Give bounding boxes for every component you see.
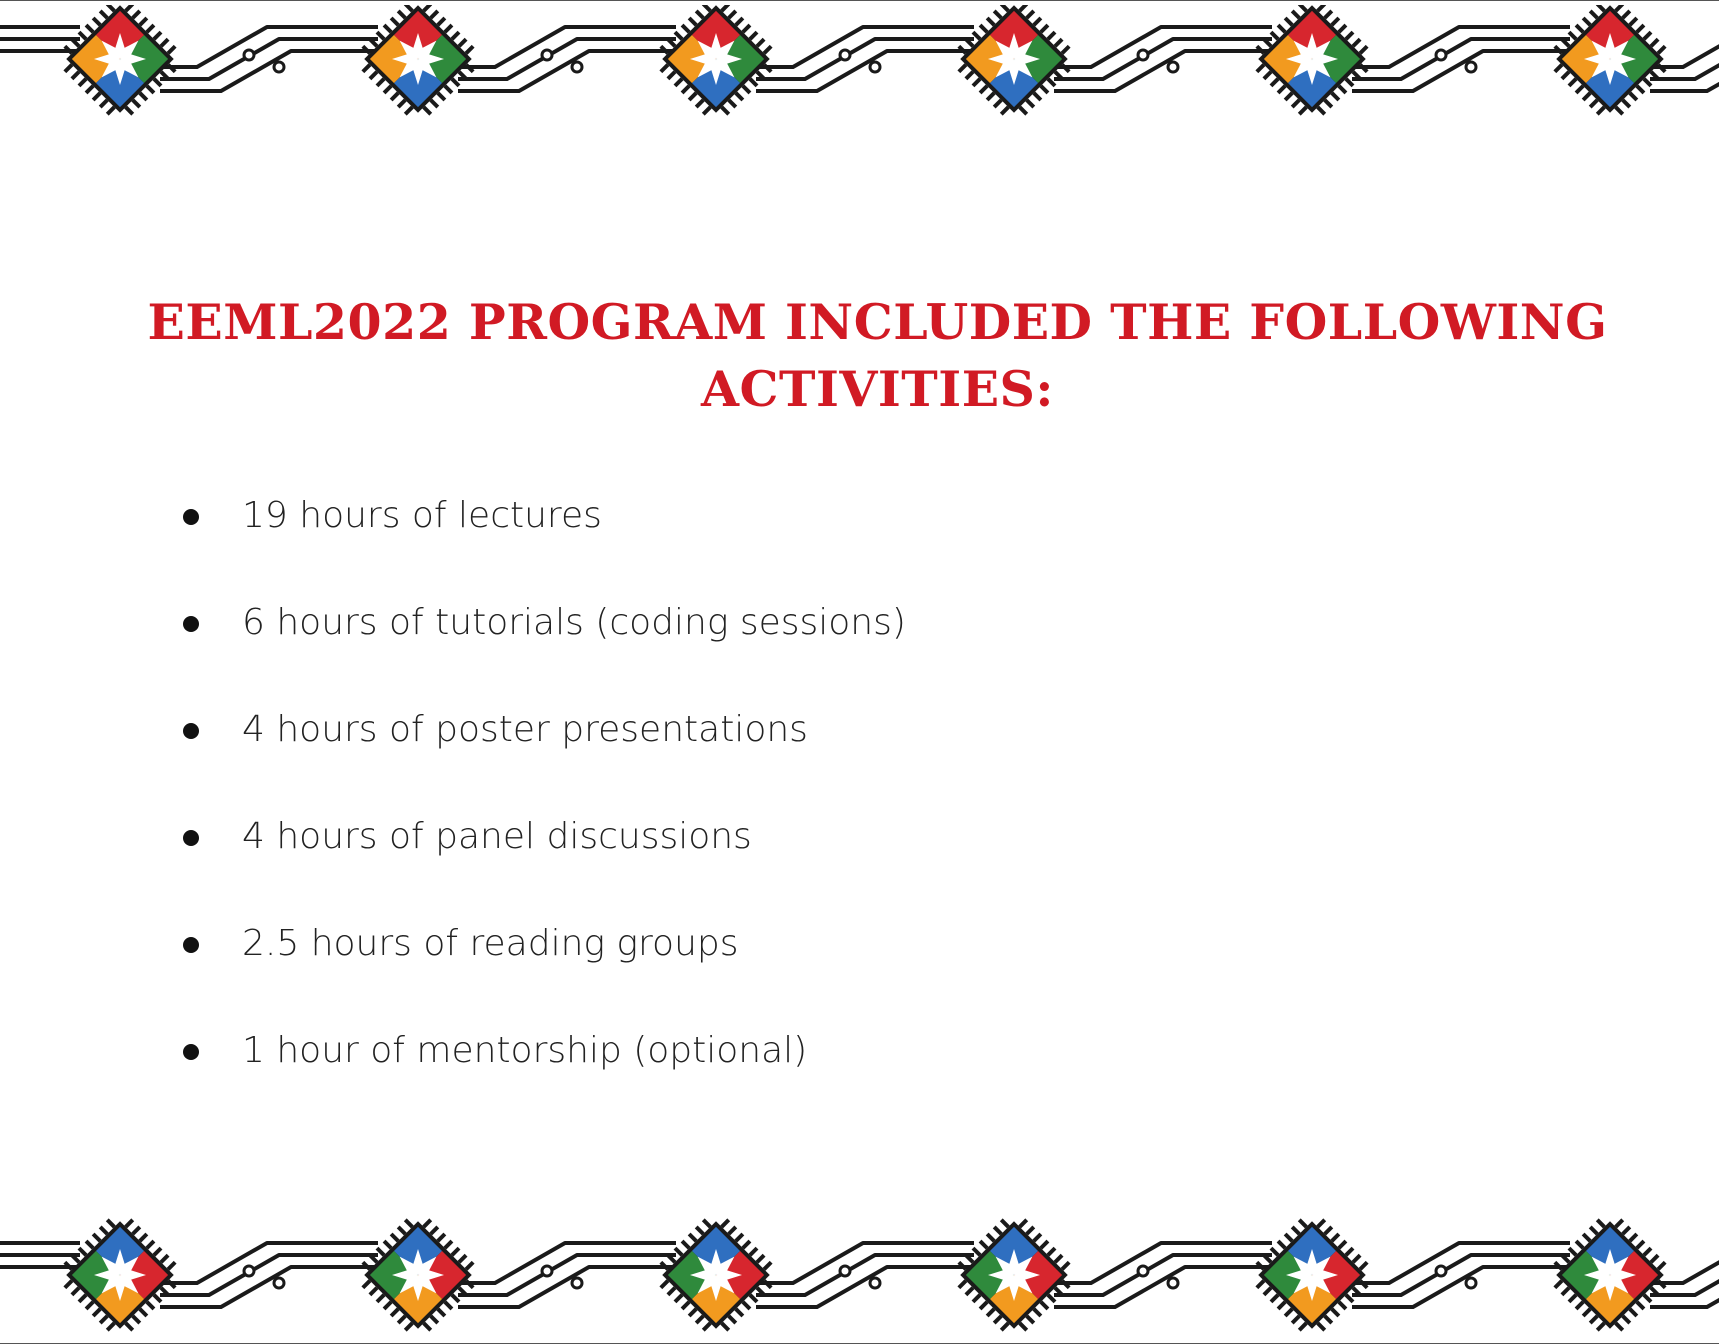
circuit-trace (1352, 1255, 1570, 1295)
circuit-chip-star-icon (350, 5, 486, 125)
circuit-pad (274, 1278, 284, 1288)
circuit-trace (458, 1255, 676, 1295)
circuit-trace (1352, 51, 1570, 91)
circuit-pad (244, 1266, 254, 1276)
circuit-pad (1168, 1278, 1178, 1288)
title-line-2: ACTIVITIES: (700, 360, 1055, 418)
circuit-pad (542, 1266, 552, 1276)
circuit-trace (458, 1267, 676, 1307)
circuit-pad (274, 62, 284, 72)
circuit-pad (572, 1278, 582, 1288)
circuit-pad (870, 62, 880, 72)
circuit-pad (1436, 1266, 1446, 1276)
list-item (176, 488, 906, 595)
circuit-chip-star-icon (350, 1217, 486, 1337)
circuit-pad (244, 50, 254, 60)
list-item (176, 595, 906, 702)
circuit-pad (870, 1278, 880, 1288)
circuit-trace (1352, 1267, 1570, 1307)
circuit-pad (840, 50, 850, 60)
list-item (176, 1023, 906, 1130)
circuit-trace (458, 51, 676, 91)
activity-text: 1 hour of mentorship (optional) (242, 1030, 808, 1071)
circuit-border-icon (0, 1217, 1719, 1337)
activity-text: 4 hours of panel discussions (242, 816, 752, 857)
activity-text: 6 hours of tutorials (coding sessions) (242, 602, 906, 643)
circuit-pad (840, 1266, 850, 1276)
circuit-chip-star-icon (648, 5, 784, 125)
circuit-trace (756, 1267, 974, 1307)
circuit-pad (1466, 1278, 1476, 1288)
circuit-border-icon (0, 5, 1719, 125)
circuit-pad (1436, 50, 1446, 60)
circuit-trace (1352, 39, 1570, 79)
activities-list (176, 488, 906, 1130)
list-item (176, 809, 906, 916)
circuit-trace (756, 1255, 974, 1295)
list-item (176, 916, 906, 1023)
circuit-pad (1138, 1266, 1148, 1276)
circuit-chip-star-icon (946, 5, 1082, 125)
circuit-trace (160, 39, 378, 79)
list-item (176, 702, 906, 809)
bullet-dot-icon (183, 830, 199, 846)
bullet-dot-icon (183, 616, 199, 632)
circuit-trace (160, 51, 378, 91)
circuit-trace (756, 39, 974, 79)
circuit-chip-star-icon (946, 1217, 1082, 1337)
bullet-dot-icon (183, 1044, 199, 1060)
circuit-trace (160, 1267, 378, 1307)
title-line-1: EEML2022 PROGRAM INCLUDED THE FOLLOWING (147, 293, 1608, 351)
circuit-chip-star-icon (1244, 5, 1380, 125)
circuit-chip-star-icon (52, 5, 188, 125)
bullet-dot-icon (183, 723, 199, 739)
circuit-chip-star-icon (1542, 1217, 1678, 1337)
activity-text: 2.5 hours of reading groups (242, 923, 739, 964)
bullet-dot-icon (183, 509, 199, 525)
bottom-decorative-border (0, 1217, 1719, 1337)
circuit-trace (756, 51, 974, 91)
circuit-trace (1054, 39, 1272, 79)
circuit-pad (1138, 50, 1148, 60)
activity-text: 4 hours of poster presentations (242, 709, 808, 750)
circuit-trace (1054, 51, 1272, 91)
circuit-chip-star-icon (52, 1217, 188, 1337)
circuit-pad (572, 62, 582, 72)
circuit-pad (1466, 62, 1476, 72)
bullet-dot-icon (183, 937, 199, 953)
circuit-chip-star-icon (1244, 1217, 1380, 1337)
activity-text: 19 hours of lectures (242, 495, 602, 536)
circuit-trace (160, 1255, 378, 1295)
circuit-trace (458, 39, 676, 79)
page-title (120, 289, 1635, 423)
circuit-chip-star-icon (648, 1217, 784, 1337)
circuit-trace (1054, 1255, 1272, 1295)
circuit-chip-star-icon (1542, 5, 1678, 125)
circuit-pad (1168, 62, 1178, 72)
top-decorative-border (0, 5, 1719, 125)
circuit-pad (542, 50, 552, 60)
circuit-trace (1054, 1267, 1272, 1307)
